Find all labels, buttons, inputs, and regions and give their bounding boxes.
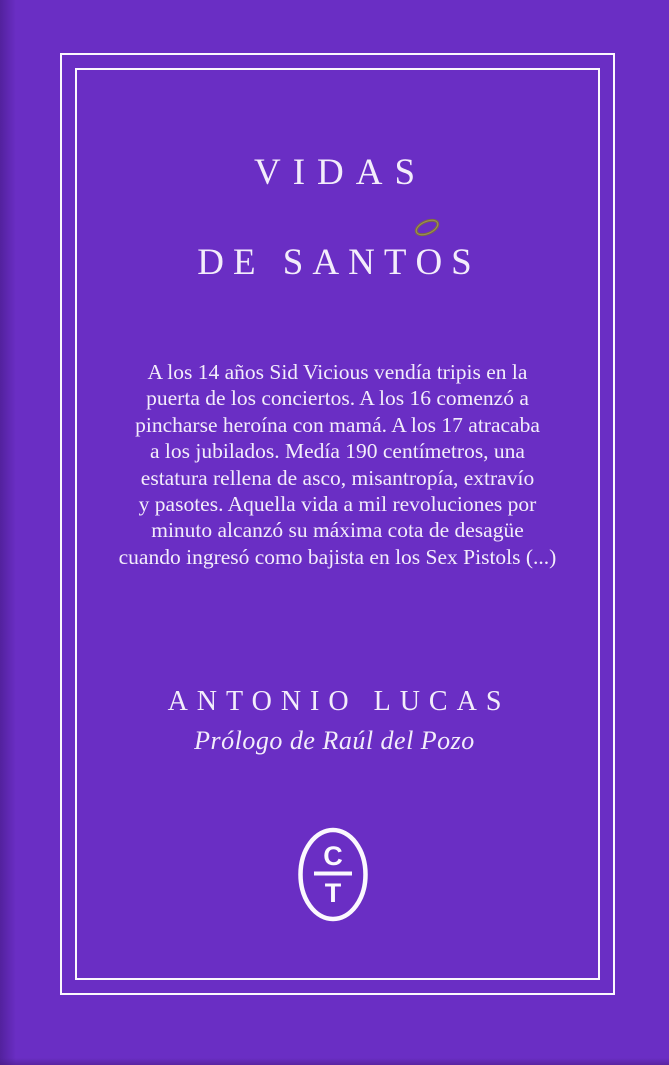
halo-icon [411, 216, 443, 239]
prologue-credit: Prólogo de Raúl del Pozo [194, 726, 475, 755]
author-name: ANTONIO LUCAS [167, 686, 511, 717]
publisher-logo-letter-c: C [323, 841, 343, 871]
synopsis-line: a los jubilados. Medía 190 centímetros, una [150, 439, 525, 464]
halo-letter-wrap [415, 241, 451, 284]
title-halo-letter: O [415, 242, 452, 283]
synopsis-line: estatura rellena de asco, misantropía, extravío [140, 465, 535, 490]
title-line-2-post: S [451, 242, 481, 283]
publisher-logo-letter-t: T [324, 878, 342, 908]
synopsis [90, 359, 585, 570]
title-line-2-pre: DE SANT [197, 242, 416, 283]
synopsis-line: pincharse heroína con mamá. A los 17 atracaba [135, 412, 540, 437]
synopsis-line: y pasotes. Aquella vida a mil revoluciones por [138, 492, 537, 517]
book-title [0, 151, 669, 284]
publisher-logo [297, 827, 369, 922]
synopsis-line: minuto alcanzó su máxima cota de desagüe [151, 518, 524, 543]
title-line-1: VIDAS [253, 152, 428, 193]
synopsis-line: cuando ingresó como bajista en los Sex Pistols (...) [118, 544, 557, 569]
title-line-2 [0, 241, 669, 284]
cover-bottom-edge-shade [0, 1058, 669, 1065]
synopsis-line: A los 14 años Sid Vicious vendía tripis en la [147, 360, 528, 384]
synopsis-line: puerta de los conciertos. A los 16 comenzó a [146, 386, 529, 411]
